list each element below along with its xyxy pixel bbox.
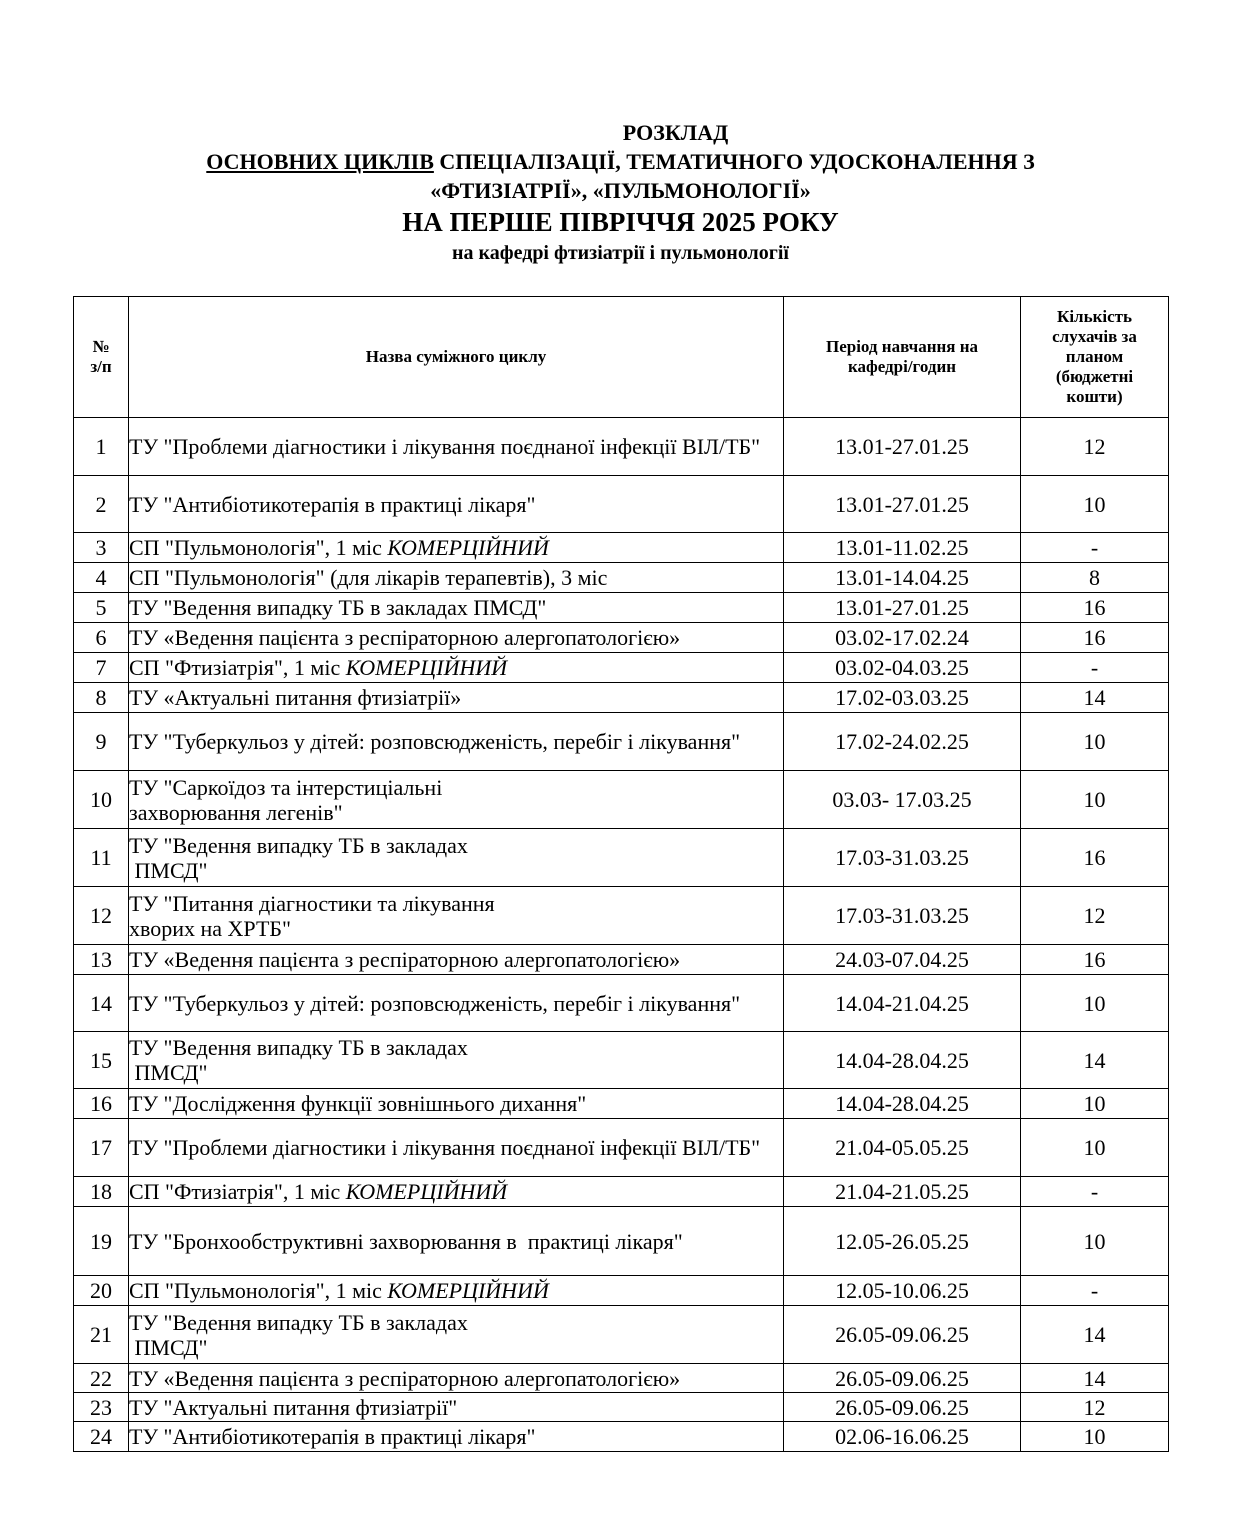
- cycle-name: ТУ "Проблеми діагностики і лікування поєднаної інфекції ВІЛ/ТБ": [129, 1119, 784, 1177]
- cycle-name-line: ТУ "Ведення випадку ТБ в закладах: [129, 832, 468, 858]
- cycle-name-line: захворювання легенів": [129, 799, 343, 825]
- row-number: 2: [74, 476, 129, 533]
- document-title: РОЗКЛАД: [622, 120, 729, 145]
- study-period: 21.04-21.05.25: [784, 1177, 1021, 1207]
- trainee-count: 10: [1021, 713, 1169, 771]
- cycle-name: СП "Пульмонологія" (для лікарів терапевтів), 3 міс: [129, 563, 784, 593]
- study-period: 26.05-09.06.25: [784, 1393, 1021, 1422]
- trainee-count: 12: [1021, 418, 1169, 476]
- table-row: [74, 1032, 1169, 1089]
- row-number: 3: [74, 533, 129, 563]
- trainee-count: 10: [1021, 771, 1169, 829]
- trainee-count: 16: [1021, 945, 1169, 975]
- trainee-count: 10: [1021, 1119, 1169, 1177]
- table-row: [74, 1207, 1169, 1276]
- trainee-count: 16: [1021, 829, 1169, 887]
- column-header-name: Назва суміжного циклу: [129, 297, 784, 418]
- table-row: [74, 975, 1169, 1032]
- trainee-count: -: [1021, 653, 1169, 683]
- study-period: 17.03-31.03.25: [784, 829, 1021, 887]
- row-number: 15: [74, 1032, 129, 1089]
- trainee-count: 14: [1021, 1364, 1169, 1393]
- cycle-name: ТУ "Туберкульоз у дітей: розповсюдженість, перебіг і лікування": [129, 975, 784, 1032]
- row-number: 13: [74, 945, 129, 975]
- trainee-count: 14: [1021, 683, 1169, 713]
- table-row: [74, 533, 1169, 563]
- column-header-number: [74, 297, 129, 418]
- table-row: [74, 887, 1169, 945]
- row-number: 19: [74, 1207, 129, 1276]
- trainee-count: 10: [1021, 1422, 1169, 1452]
- table-row: [74, 418, 1169, 476]
- row-number: 4: [74, 563, 129, 593]
- table-row: [74, 945, 1169, 975]
- cycle-name-line: ТУ "Ведення випадку ТБ в закладах: [129, 1309, 468, 1335]
- header-underlined-phrase: ОСНОВНИХ ЦИКЛІВ: [206, 149, 434, 174]
- row-number: 8: [74, 683, 129, 713]
- table-row: [74, 683, 1169, 713]
- trainee-count: 16: [1021, 593, 1169, 623]
- header-count-line: слухачів за: [1052, 327, 1137, 346]
- trainee-count: 14: [1021, 1306, 1169, 1364]
- row-number: 20: [74, 1276, 129, 1306]
- cycle-name: ТУ "Ведення випадку ТБ в закладах ПМСД": [129, 593, 784, 623]
- cycle-name-line: хворих на ХРТБ": [129, 915, 291, 941]
- commercial-label: КОМЕРЦІЙНИЙ: [387, 535, 549, 560]
- column-header-count: [1021, 297, 1169, 418]
- trainee-count: 10: [1021, 1207, 1169, 1276]
- cycle-name: [129, 771, 784, 829]
- cycle-name: [129, 829, 784, 887]
- cycle-name-line: ПМСД": [129, 1060, 208, 1085]
- cycle-name: ТУ "Дослідження функції зовнішнього дихання": [129, 1089, 784, 1119]
- row-number: 12: [74, 887, 129, 945]
- table-row: [74, 1089, 1169, 1119]
- table-row: [74, 1276, 1169, 1306]
- table-row: [74, 653, 1169, 683]
- table-row: [74, 771, 1169, 829]
- row-number: 10: [74, 771, 129, 829]
- cycle-name: [129, 1032, 784, 1089]
- row-number: 18: [74, 1177, 129, 1207]
- trainee-count: 12: [1021, 1393, 1169, 1422]
- study-period: 14.04-28.04.25: [784, 1032, 1021, 1089]
- cycle-name-line: ТУ "Саркоїдоз та інтерстиціальні: [129, 774, 443, 800]
- header-period-line: кафедрі/годин: [847, 357, 957, 376]
- trainee-count: 10: [1021, 1089, 1169, 1119]
- row-number: 11: [74, 829, 129, 887]
- table-row: [74, 593, 1169, 623]
- study-period: 26.05-09.06.25: [784, 1306, 1021, 1364]
- table-row: [74, 623, 1169, 653]
- study-period: 13.01-27.01.25: [784, 418, 1021, 476]
- cycle-name: [129, 533, 784, 563]
- cycle-name: ТУ «Ведення пацієнта з респіраторною алергопатологією»: [129, 945, 784, 975]
- trainee-count: 12: [1021, 887, 1169, 945]
- cycle-name: ТУ "Антибіотикотерапія в практиці лікаря": [129, 1422, 784, 1452]
- trainee-count: -: [1021, 1177, 1169, 1207]
- cycle-name-text: СП "Фтизіатрія", 1 міс: [129, 1179, 346, 1204]
- cycle-name-text: СП "Пульмонологія", 1 міс: [129, 535, 388, 560]
- study-period: 24.03-07.04.25: [784, 945, 1021, 975]
- cycle-name-line: ПМСД": [129, 1334, 208, 1360]
- trainee-count: 16: [1021, 623, 1169, 653]
- study-period: 26.05-09.06.25: [784, 1364, 1021, 1393]
- cycle-name: ТУ "Актуальні питання фтизіатрії": [129, 1393, 784, 1422]
- header-department: на кафедрі фтизіатрії і пульмонології: [452, 242, 789, 264]
- table-row: [74, 476, 1169, 533]
- row-number: 23: [74, 1393, 129, 1422]
- row-number: 9: [74, 713, 129, 771]
- header-count-line: кошти): [1066, 387, 1123, 406]
- table-row: [74, 713, 1169, 771]
- document-header: [0, 118, 1241, 267]
- row-number: 24: [74, 1422, 129, 1452]
- header-line-2-rest: СПЕЦІАЛІЗАЦІЇ, ТЕМАТИЧНОГО УДОСКОНАЛЕННЯ З: [433, 149, 1035, 174]
- cycle-name: [129, 1177, 784, 1207]
- schedule-table: [73, 296, 1169, 1452]
- cycle-name: [129, 1306, 784, 1364]
- cycle-name: [129, 1276, 784, 1306]
- table-row: [74, 1393, 1169, 1422]
- table-row: [74, 1364, 1169, 1393]
- study-period: 13.01-14.04.25: [784, 563, 1021, 593]
- trainee-count: -: [1021, 533, 1169, 563]
- cycle-name: ТУ "Антибіотикотерапія в практиці лікаря": [129, 476, 784, 533]
- commercial-label: КОМЕРЦІЙНИЙ: [345, 1179, 508, 1204]
- table-row: [74, 563, 1169, 593]
- header-period-line: Період навчання на: [825, 337, 979, 356]
- cycle-name-line: ТУ "Питання діагностики та лікування: [129, 890, 495, 916]
- study-period: 13.01-27.01.25: [784, 593, 1021, 623]
- cycle-name-text: СП "Пульмонологія", 1 міс: [129, 1278, 388, 1303]
- study-period: 13.01-27.01.25: [784, 476, 1021, 533]
- trainee-count: 10: [1021, 476, 1169, 533]
- table-row: [74, 1119, 1169, 1177]
- header-number-line: з/п: [90, 357, 112, 376]
- study-period: 02.06-16.06.25: [784, 1422, 1021, 1452]
- cycle-name: [129, 887, 784, 945]
- cycle-name-line: ТУ "Ведення випадку ТБ в закладах: [129, 1035, 468, 1060]
- row-number: 17: [74, 1119, 129, 1177]
- cycle-name-text: СП "Фтизіатрія", 1 міс: [129, 655, 346, 680]
- study-period: 13.01-11.02.25: [784, 533, 1021, 563]
- trainee-count: -: [1021, 1276, 1169, 1306]
- table-row: [74, 1306, 1169, 1364]
- cycle-name: ТУ «Актуальні питання фтизіатрії»: [129, 683, 784, 713]
- cycle-name: [129, 653, 784, 683]
- trainee-count: 14: [1021, 1032, 1169, 1089]
- row-number: 14: [74, 975, 129, 1032]
- study-period: 17.02-03.03.25: [784, 683, 1021, 713]
- row-number: 1: [74, 418, 129, 476]
- study-period: 14.04-21.04.25: [784, 975, 1021, 1032]
- trainee-count: 8: [1021, 563, 1169, 593]
- study-period: 12.05-26.05.25: [784, 1207, 1021, 1276]
- header-line-2: [0, 147, 1241, 176]
- study-period: 14.04-28.04.25: [784, 1089, 1021, 1119]
- row-number: 21: [74, 1306, 129, 1364]
- cycle-name: ТУ «Ведення пацієнта з респіраторною алергопатологією»: [129, 623, 784, 653]
- cycle-name: ТУ "Бронхообструктивні захворювання в практиці лікаря": [129, 1207, 784, 1276]
- commercial-label: КОМЕРЦІЙНИЙ: [345, 655, 508, 680]
- study-period: 03.03- 17.03.25: [784, 771, 1021, 829]
- header-line-3: «ФТИЗІАТРІЇ», «ПУЛЬМОНОЛОГІЇ»: [430, 178, 811, 203]
- study-period: 03.02-17.02.24: [784, 623, 1021, 653]
- cycle-name: ТУ "Проблеми діагностики і лікування поєднаної інфекції ВІЛ/ТБ": [129, 418, 784, 476]
- commercial-label: КОМЕРЦІЙНИЙ: [387, 1278, 549, 1303]
- study-period: 21.04-05.05.25: [784, 1119, 1021, 1177]
- row-number: 5: [74, 593, 129, 623]
- header-number-line: №: [92, 337, 110, 356]
- cycle-name: ТУ "Туберкульоз у дітей: розповсюдженість, перебіг і лікування": [129, 713, 784, 771]
- study-period: 17.02-24.02.25: [784, 713, 1021, 771]
- table-header-row: [74, 297, 1169, 418]
- trainee-count: 10: [1021, 975, 1169, 1032]
- study-period: 12.05-10.06.25: [784, 1276, 1021, 1306]
- row-number: 6: [74, 623, 129, 653]
- column-header-period: [784, 297, 1021, 418]
- header-count-line: Кількість: [1057, 307, 1132, 326]
- header-count-line: планом: [1065, 347, 1124, 366]
- header-period: НА ПЕРШЕ ПІВРІЧЧЯ 2025 РОКУ: [402, 207, 839, 237]
- table-row: [74, 1422, 1169, 1452]
- row-number: 7: [74, 653, 129, 683]
- study-period: 03.02-04.03.25: [784, 653, 1021, 683]
- table-row: [74, 829, 1169, 887]
- study-period: 17.03-31.03.25: [784, 887, 1021, 945]
- row-number: 16: [74, 1089, 129, 1119]
- cycle-name-line: ПМСД": [129, 857, 208, 883]
- cycle-name: ТУ «Ведення пацієнта з респіраторною алергопатологією»: [129, 1364, 784, 1393]
- row-number: 22: [74, 1364, 129, 1393]
- header-count-line: (бюджетні: [1055, 367, 1134, 386]
- table-row: [74, 1177, 1169, 1207]
